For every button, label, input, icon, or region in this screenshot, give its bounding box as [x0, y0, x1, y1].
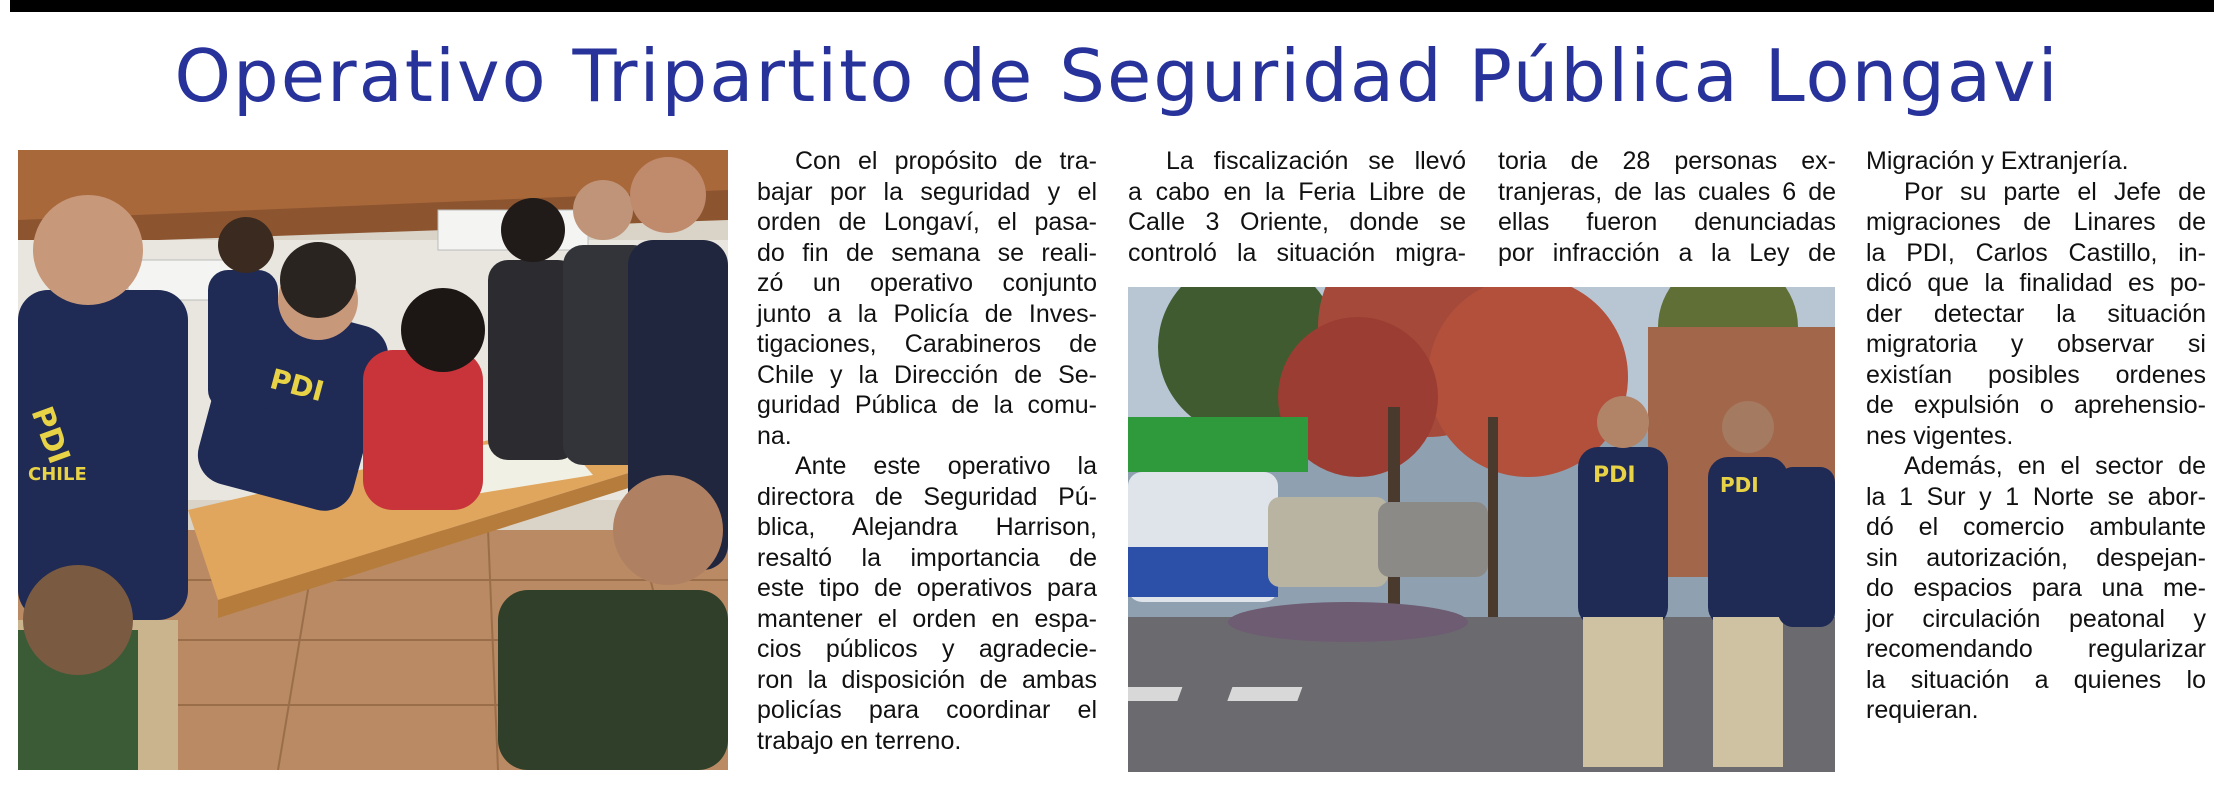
- col4-paragraph-2: [1866, 451, 2206, 726]
- text-line: Migración y Extranjería.: [1866, 147, 2129, 175]
- column-3: [1498, 146, 1836, 268]
- text-line: ellas fueron denunciadas: [1498, 208, 1836, 236]
- text-line: directora de Seguridad Pú-: [757, 482, 1097, 511]
- column-1: [757, 146, 1097, 756]
- text-line: la 1 Sur y 1 Norte se abor-: [1866, 482, 2206, 511]
- text-line: trabajo en terreno.: [757, 726, 962, 755]
- text-line: ron la disposición de ambas: [757, 665, 1097, 694]
- text-line: blica, Alejandra Harrison,: [757, 513, 1097, 541]
- text-line: jor circulación peatonal y: [1866, 604, 2206, 633]
- text-line: controló la situación migra-: [1128, 238, 1466, 267]
- text-line: do espacios para una me-: [1866, 574, 2206, 602]
- text-line: resaltó la importancia de: [757, 543, 1097, 572]
- text-line: junto a la Policía de Inves-: [757, 299, 1097, 328]
- col1-paragraph-1: [757, 146, 1097, 451]
- text-line: Con el propósito de tra-: [795, 147, 1097, 175]
- text-line: recomendando regularizar: [1866, 635, 2206, 663]
- text-line: la situación a quienes lo: [1866, 665, 2206, 694]
- text-line: do fin de semana se reali-: [757, 238, 1097, 267]
- headline: Operativo Tripartito de Seguridad Pública Longavi: [174, 34, 2060, 118]
- text-line: toria de 28 personas ex-: [1498, 147, 1836, 175]
- text-line: bajar por la seguridad y el: [757, 177, 1097, 206]
- vest-text-right-2: PDI: [1720, 473, 1759, 497]
- street-photo: [1128, 287, 1835, 772]
- text-line: sin autorización, despejan-: [1866, 543, 2206, 572]
- col2-paragraph-1: [1128, 146, 1466, 268]
- text-line: guridad Pública de la comu-: [757, 391, 1097, 419]
- text-line: migraciones de Linares de: [1866, 208, 2206, 236]
- text-line: requieran.: [1866, 696, 1979, 724]
- text-line: zó un operativo conjunto: [757, 269, 1097, 297]
- text-line: nes vigentes.: [1866, 421, 2014, 450]
- text-line: la PDI, Carlos Castillo, in-: [1866, 238, 2206, 267]
- text-line: migratoria y observar si: [1866, 330, 2206, 358]
- text-line: por infracción a la Ley de: [1498, 238, 1836, 267]
- vest-text-center: PDI: [266, 362, 328, 409]
- text-line: Chile y la Dirección de Se-: [757, 360, 1097, 389]
- text-line: dó el comercio ambulante: [1866, 513, 2206, 541]
- text-line: a cabo en la Feria Libre de: [1128, 177, 1466, 206]
- text-line: dicó que la finalidad es po-: [1866, 269, 2206, 297]
- vest-text-right: PDI: [1593, 463, 1636, 488]
- meeting-photo: [18, 150, 728, 770]
- text-line: de expulsión o aprehensio-: [1866, 391, 2206, 419]
- col4-paragraph-0: [1866, 146, 2206, 177]
- text-line: tranjeras, de las cuales 6 de: [1498, 177, 1836, 206]
- text-line: na.: [757, 421, 792, 450]
- column-2: [1128, 146, 1466, 268]
- text-line: La fiscalización se llevó: [1166, 147, 1466, 175]
- col3-paragraph-1: [1498, 146, 1836, 268]
- column-4: [1866, 146, 2206, 726]
- text-line: Calle 3 Oriente, donde se: [1128, 208, 1466, 236]
- text-line: orden de Longaví, el pasa-: [757, 208, 1097, 236]
- text-line: Ante este operativo la: [795, 452, 1097, 480]
- text-line: policías para coordinar el: [757, 696, 1097, 724]
- text-line: este tipo de operativos para: [757, 574, 1097, 602]
- text-line: Por su parte el Jefe de: [1904, 177, 2206, 206]
- vest-text-left-2: CHILE: [28, 464, 87, 485]
- text-line: der detectar la situación: [1866, 299, 2206, 328]
- text-line: mantener el orden en espa-: [757, 604, 1097, 633]
- col1-paragraph-2: [757, 451, 1097, 756]
- text-line: cios públicos y agradecie-: [757, 635, 1097, 663]
- col4-paragraph-1: [1866, 177, 2206, 452]
- text-line: Además, en el sector de: [1904, 452, 2206, 480]
- text-line: existían posibles ordenes: [1866, 360, 2206, 389]
- text-line: tigaciones, Carabineros de: [757, 330, 1097, 358]
- top-rule: [10, 0, 2214, 12]
- vest-text-left: PDI: [23, 401, 77, 469]
